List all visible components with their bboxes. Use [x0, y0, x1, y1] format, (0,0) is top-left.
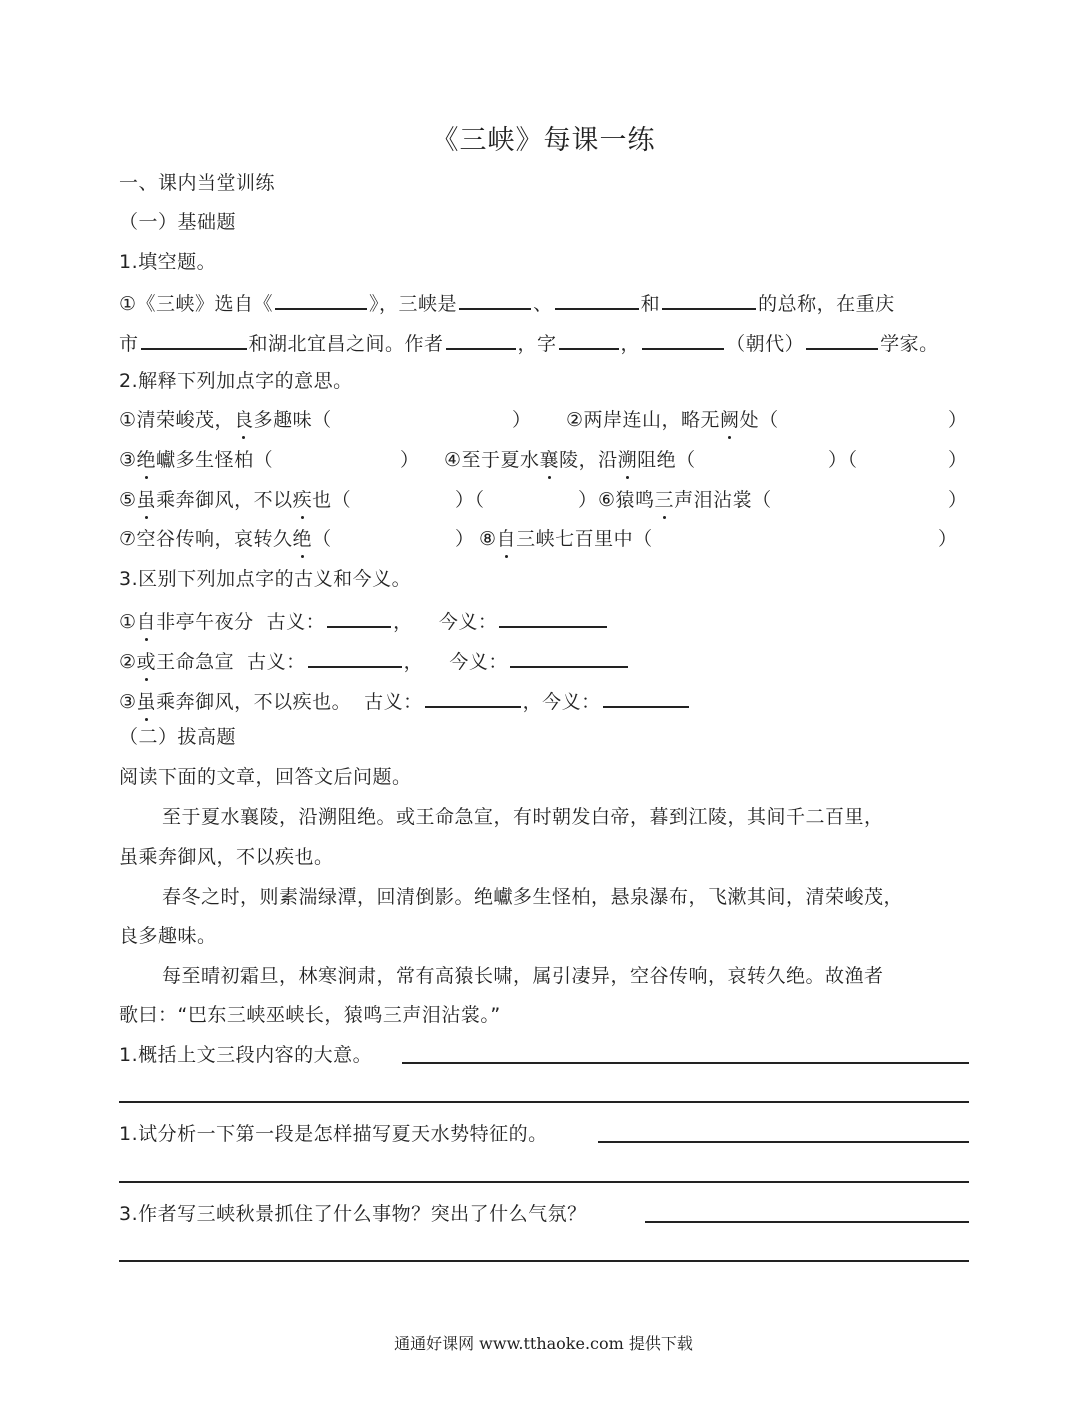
text: ①《三峡》选自《 — [119, 293, 274, 315]
text: 声泪沾裳（ — [674, 489, 772, 511]
q2-item-5 — [119, 487, 351, 513]
text: ④至于夏水 — [444, 449, 540, 471]
text: 乘奔御风，不以疾也。 古义： — [156, 691, 423, 713]
text: 非亭午夜分 古义： — [156, 611, 326, 633]
q3-item-3 — [119, 686, 691, 715]
dotted-char: 自 — [136, 611, 157, 633]
text: ，字 — [517, 333, 557, 355]
dotted-char: 三 — [654, 489, 675, 511]
text: 三峡七百里中（ — [516, 528, 653, 550]
text: （朝代） — [726, 333, 805, 355]
answer-line[interactable] — [598, 1141, 969, 1143]
question-1: 1.概括上文三段内容的大意。 — [119, 1044, 373, 1066]
subsection-basic: （一）基础题 — [119, 211, 237, 233]
text: ①清荣峻茂， — [119, 409, 235, 431]
answer-blank[interactable] — [806, 328, 878, 350]
footer-credit: 通通好课网 www.tthaoke.com 提供下载 — [394, 1334, 693, 1353]
text: ⑦空谷传响，哀转久 — [119, 528, 293, 550]
passage-line: 至于夏水襄陵，沿溯阻绝。或王命急宣，有时朝发白帝，暮到江陵，其间千二百里， — [162, 806, 884, 828]
answer-blank[interactable] — [327, 606, 391, 628]
text: 和湖北宜昌之间。作者 — [248, 333, 444, 355]
question-2: 1.试分析一下第一段是怎样描写夏天水势特征的。 — [119, 1123, 548, 1145]
answer-line[interactable] — [119, 1101, 969, 1103]
answer-blank[interactable] — [510, 646, 628, 668]
paren-close: ） — [948, 489, 968, 511]
dotted-char: 虽 — [136, 489, 157, 511]
dotted-char: 虽 — [136, 691, 157, 713]
paren-close: ） — [512, 409, 532, 431]
section-heading: 一、课内当堂训练 — [119, 172, 276, 194]
q3-item-2 — [119, 646, 630, 675]
text: 阻绝（ — [637, 449, 696, 471]
paren-close: ） — [948, 409, 968, 431]
answer-blank[interactable] — [446, 328, 516, 350]
paren-close: ）（ — [828, 449, 858, 471]
text: ⑥猿鸣 — [598, 489, 655, 511]
text: 处（ — [739, 409, 779, 431]
text: ⑧ — [479, 528, 497, 550]
answer-blank[interactable] — [662, 288, 756, 310]
answer-blank[interactable] — [308, 646, 402, 668]
answer-blank[interactable] — [499, 606, 607, 628]
text: 》，三峡是 — [369, 293, 458, 315]
paren-close: ） — [938, 528, 958, 550]
text: 、 — [533, 293, 553, 315]
text: ② — [119, 651, 137, 673]
answer-blank[interactable] — [603, 686, 689, 708]
paren-close: ） — [948, 449, 968, 471]
question-3: 3.作者写三峡秋景抓住了什么事物？突出了什么气氛？ — [119, 1203, 587, 1225]
paren-close: ） — [578, 489, 598, 511]
paren-close: ）（ — [455, 489, 485, 511]
q3-heading: 3.区别下列加点字的古义和今义。 — [119, 568, 412, 590]
text: 王命急宣 古义： — [156, 651, 306, 673]
subsection-advanced: （二）拔高题 — [119, 726, 237, 748]
dotted-char: 或 — [136, 651, 157, 673]
text: ③ — [119, 449, 137, 471]
q2-item-2 — [566, 407, 779, 433]
dotted-char: 溯 — [617, 449, 638, 471]
text: ②两岸连山，略无 — [566, 409, 721, 431]
text: 多趣味（ — [253, 409, 332, 431]
answer-blank[interactable] — [559, 328, 619, 350]
q2-heading: 2.解释下列加点字的意思。 — [119, 370, 353, 392]
q1-line-2 — [119, 328, 939, 357]
text: ，今义： — [522, 691, 601, 713]
answer-blank[interactable] — [425, 686, 521, 708]
dotted-char: 襄 — [539, 449, 560, 471]
answer-blank[interactable] — [642, 328, 724, 350]
answer-line[interactable] — [119, 1260, 969, 1262]
q2-item-3 — [119, 447, 273, 473]
text: 市 — [119, 333, 139, 355]
text: ， 今义： — [393, 611, 498, 633]
text: （ — [312, 528, 332, 550]
q2-item-6 — [598, 487, 772, 513]
passage-line: 春冬之时，则素湍绿潭，回清倒影。绝巘多生怪柏，悬泉瀑布，飞漱其间，清荣峻茂， — [162, 886, 904, 908]
paren-close: ） — [400, 449, 420, 471]
answer-line[interactable] — [119, 1181, 969, 1183]
q2-item-7 — [119, 526, 332, 552]
passage-line: 良多趣味。 — [119, 925, 217, 947]
text: ， — [620, 333, 641, 355]
text: ， 今义： — [403, 651, 508, 673]
q2-item-1 — [119, 407, 332, 433]
dotted-char: 疾 — [292, 489, 313, 511]
q3-item-1 — [119, 606, 609, 635]
text: 的总称，在重庆 — [758, 293, 895, 315]
answer-line[interactable] — [645, 1221, 969, 1223]
text: 学家。 — [880, 333, 939, 355]
q2-item-8 — [479, 526, 653, 552]
q2-item-4 — [444, 447, 696, 473]
q1-line-1 — [119, 288, 895, 317]
dotted-char: 阙 — [720, 409, 740, 431]
answer-line[interactable] — [402, 1062, 969, 1064]
text: ① — [119, 611, 137, 633]
dotted-char: 绝 — [136, 449, 157, 471]
reading-intro: 阅读下面的文章，回答文后问题。 — [119, 766, 412, 788]
text: 陵，沿 — [559, 449, 618, 471]
q1-heading: 1.填空题。 — [119, 251, 217, 273]
answer-blank[interactable] — [555, 288, 639, 310]
passage-line: 每至晴初霜旦，林寒涧肃，常有高猿长啸，属引凄异，空谷传响，哀转久绝。故渔者 — [162, 965, 884, 987]
dotted-char: 自 — [496, 528, 517, 550]
answer-blank[interactable] — [141, 328, 247, 350]
paren-close: ） — [455, 528, 475, 550]
text: 巘多生怪柏（ — [156, 449, 274, 471]
passage-line: 虽乘奔御风，不以疾也。 — [119, 846, 334, 868]
text: ⑤ — [119, 489, 137, 511]
dotted-char: 绝 — [292, 528, 313, 550]
text: 和 — [640, 293, 661, 315]
text: ③ — [119, 691, 137, 713]
answer-blank[interactable] — [459, 288, 531, 310]
page-title: 《三峡》每课一练 — [431, 125, 656, 156]
passage-line: 歌曰：“巴东三峡巫峡长，猿鸣三声泪沾裳。” — [119, 1004, 501, 1026]
text: 乘奔御风，不以 — [156, 489, 293, 511]
text: 也（ — [312, 489, 352, 511]
answer-blank[interactable] — [275, 288, 367, 310]
dotted-char: 良 — [234, 409, 254, 431]
